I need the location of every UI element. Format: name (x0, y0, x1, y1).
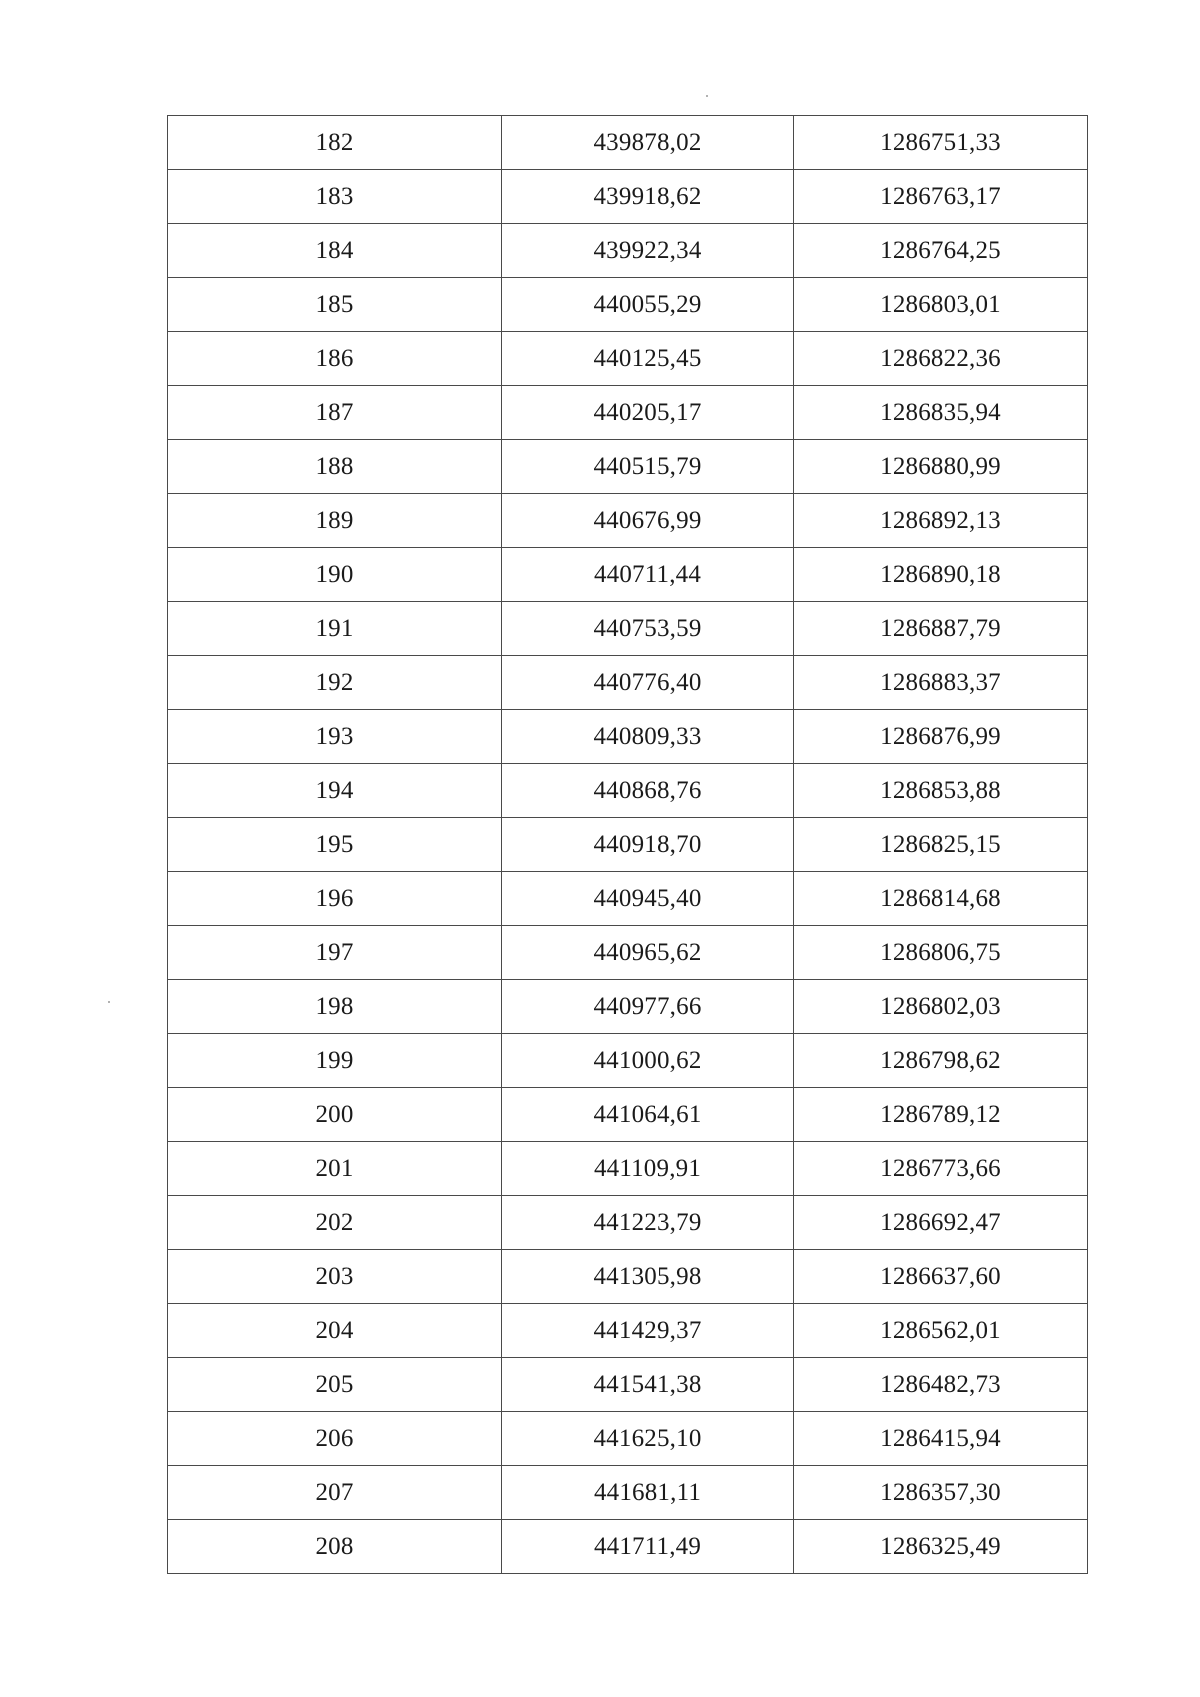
x-coordinate-cell: 440965,62 (502, 926, 794, 980)
table-row (168, 1196, 1088, 1250)
x-coordinate-cell: 440676,99 (502, 494, 794, 548)
x-coordinate-cell: 441305,98 (502, 1250, 794, 1304)
x-coordinate-cell: 440711,44 (502, 548, 794, 602)
point-number-cell: 198 (168, 980, 502, 1034)
x-coordinate-cell: 441223,79 (502, 1196, 794, 1250)
point-number-cell: 197 (168, 926, 502, 980)
table-row (168, 1520, 1088, 1574)
table-row (168, 602, 1088, 656)
table-row (168, 710, 1088, 764)
x-coordinate-cell: 439922,34 (502, 224, 794, 278)
y-coordinate-cell: 1286415,94 (794, 1412, 1088, 1466)
y-coordinate-cell: 1286835,94 (794, 386, 1088, 440)
point-number-cell: 208 (168, 1520, 502, 1574)
point-number-cell: 183 (168, 170, 502, 224)
y-coordinate-cell: 1286325,49 (794, 1520, 1088, 1574)
point-number-cell: 186 (168, 332, 502, 386)
table-row (168, 548, 1088, 602)
table-row (168, 494, 1088, 548)
table-row (168, 872, 1088, 926)
x-coordinate-cell: 441711,49 (502, 1520, 794, 1574)
table-row (168, 656, 1088, 710)
scan-speck (706, 95, 708, 97)
y-coordinate-cell: 1286806,75 (794, 926, 1088, 980)
point-number-cell: 200 (168, 1088, 502, 1142)
point-number-cell: 187 (168, 386, 502, 440)
y-coordinate-cell: 1286883,37 (794, 656, 1088, 710)
x-coordinate-cell: 440945,40 (502, 872, 794, 926)
y-coordinate-cell: 1286562,01 (794, 1304, 1088, 1358)
x-coordinate-cell: 441681,11 (502, 1466, 794, 1520)
table-row (168, 1142, 1088, 1196)
point-number-cell: 189 (168, 494, 502, 548)
table-row (168, 1088, 1088, 1142)
table-row (168, 116, 1088, 170)
scan-speck (108, 1001, 110, 1003)
point-number-cell: 201 (168, 1142, 502, 1196)
point-number-cell: 190 (168, 548, 502, 602)
x-coordinate-cell: 440918,70 (502, 818, 794, 872)
table-row (168, 170, 1088, 224)
coordinates-table-body (168, 116, 1088, 1574)
table-row (168, 764, 1088, 818)
x-coordinate-cell: 439878,02 (502, 116, 794, 170)
point-number-cell: 193 (168, 710, 502, 764)
point-number-cell: 192 (168, 656, 502, 710)
table-row (168, 332, 1088, 386)
point-number-cell: 182 (168, 116, 502, 170)
table-row (168, 278, 1088, 332)
y-coordinate-cell: 1286773,66 (794, 1142, 1088, 1196)
y-coordinate-cell: 1286802,03 (794, 980, 1088, 1034)
point-number-cell: 195 (168, 818, 502, 872)
point-number-cell: 196 (168, 872, 502, 926)
point-number-cell: 194 (168, 764, 502, 818)
point-number-cell: 191 (168, 602, 502, 656)
point-number-cell: 206 (168, 1412, 502, 1466)
coordinates-table (167, 115, 1088, 1574)
table-row (168, 440, 1088, 494)
y-coordinate-cell: 1286803,01 (794, 278, 1088, 332)
table-row (168, 1466, 1088, 1520)
y-coordinate-cell: 1286751,33 (794, 116, 1088, 170)
point-number-cell: 199 (168, 1034, 502, 1088)
y-coordinate-cell: 1286880,99 (794, 440, 1088, 494)
y-coordinate-cell: 1286764,25 (794, 224, 1088, 278)
table-row (168, 980, 1088, 1034)
x-coordinate-cell: 441000,62 (502, 1034, 794, 1088)
x-coordinate-cell: 440055,29 (502, 278, 794, 332)
y-coordinate-cell: 1286482,73 (794, 1358, 1088, 1412)
table-row (168, 818, 1088, 872)
y-coordinate-cell: 1286876,99 (794, 710, 1088, 764)
x-coordinate-cell: 441625,10 (502, 1412, 794, 1466)
point-number-cell: 205 (168, 1358, 502, 1412)
y-coordinate-cell: 1286789,12 (794, 1088, 1088, 1142)
table-row (168, 926, 1088, 980)
x-coordinate-cell: 441429,37 (502, 1304, 794, 1358)
x-coordinate-cell: 440776,40 (502, 656, 794, 710)
x-coordinate-cell: 439918,62 (502, 170, 794, 224)
y-coordinate-cell: 1286814,68 (794, 872, 1088, 926)
table-row (168, 224, 1088, 278)
y-coordinate-cell: 1286798,62 (794, 1034, 1088, 1088)
x-coordinate-cell: 440205,17 (502, 386, 794, 440)
table-row (168, 1412, 1088, 1466)
point-number-cell: 202 (168, 1196, 502, 1250)
x-coordinate-cell: 440753,59 (502, 602, 794, 656)
y-coordinate-cell: 1286887,79 (794, 602, 1088, 656)
y-coordinate-cell: 1286825,15 (794, 818, 1088, 872)
point-number-cell: 204 (168, 1304, 502, 1358)
table-row (168, 1304, 1088, 1358)
table-row (168, 1358, 1088, 1412)
point-number-cell: 185 (168, 278, 502, 332)
x-coordinate-cell: 440868,76 (502, 764, 794, 818)
point-number-cell: 188 (168, 440, 502, 494)
x-coordinate-cell: 440515,79 (502, 440, 794, 494)
point-number-cell: 184 (168, 224, 502, 278)
x-coordinate-cell: 441109,91 (502, 1142, 794, 1196)
y-coordinate-cell: 1286357,30 (794, 1466, 1088, 1520)
x-coordinate-cell: 440125,45 (502, 332, 794, 386)
y-coordinate-cell: 1286822,36 (794, 332, 1088, 386)
y-coordinate-cell: 1286763,17 (794, 170, 1088, 224)
x-coordinate-cell: 441064,61 (502, 1088, 794, 1142)
table-row (168, 1250, 1088, 1304)
x-coordinate-cell: 441541,38 (502, 1358, 794, 1412)
point-number-cell: 203 (168, 1250, 502, 1304)
table-row (168, 1034, 1088, 1088)
y-coordinate-cell: 1286892,13 (794, 494, 1088, 548)
y-coordinate-cell: 1286890,18 (794, 548, 1088, 602)
y-coordinate-cell: 1286853,88 (794, 764, 1088, 818)
table-row (168, 386, 1088, 440)
y-coordinate-cell: 1286692,47 (794, 1196, 1088, 1250)
x-coordinate-cell: 440977,66 (502, 980, 794, 1034)
y-coordinate-cell: 1286637,60 (794, 1250, 1088, 1304)
x-coordinate-cell: 440809,33 (502, 710, 794, 764)
point-number-cell: 207 (168, 1466, 502, 1520)
